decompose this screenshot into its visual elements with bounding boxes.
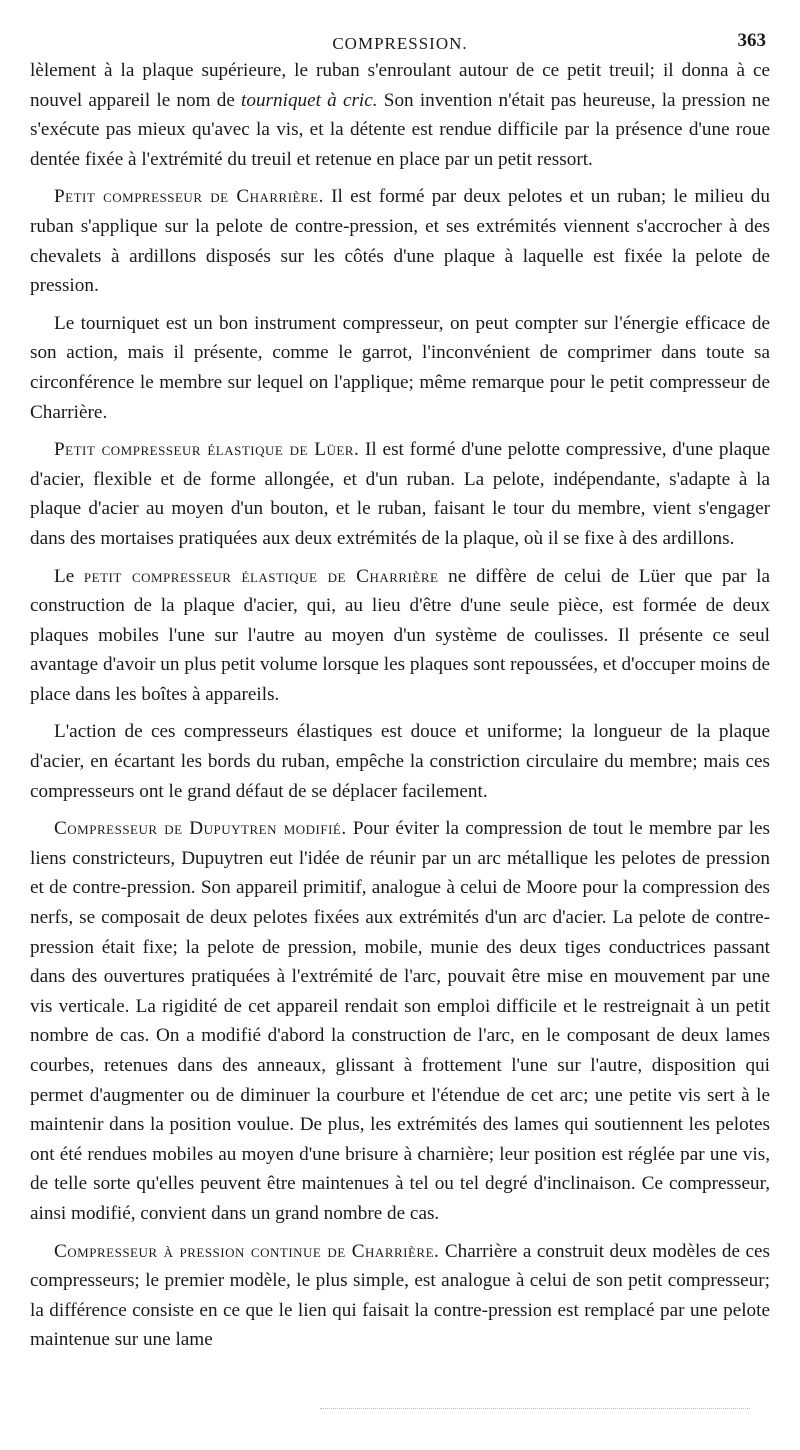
paragraph-text: Il est formé d'une pelotte compressive, d'une plaque d'acier, flexible et de forme allongée, et d'un ruban. La pelote, indépendante, s'adapte à la plaque d'acier au moyen d'un bouton, et le ruban, faisant le tour du membre, vient s'engager dans des mortaises pratiquées aux deux extrémités de la plaque, où il se fixe à des ardillons. [30, 439, 770, 549]
paragraph-compresseur-dupuytren [30, 814, 770, 1228]
section-heading: Petit compresseur élastique de Lüer. [54, 439, 360, 461]
paragraph-text: Il est formé par deux pelotes et un ruban; le milieu du ruban s'applique sur la pelote de contre-pression, et ses extrémités viennent s'accrocher à des chevalets à ardillons disposés sur les côtés d'une plaque à laquelle est fixée la pelote de pression. [30, 186, 770, 297]
paragraph-tourniquet-remarks [30, 309, 770, 427]
section-heading: petit compresseur élastique de Charrière [83, 565, 439, 587]
page-body [30, 56, 770, 1355]
section-heading: Compresseur à pression continue de Charrière. [54, 1240, 440, 1262]
paragraph-petit-compresseur-charriere [30, 182, 770, 300]
section-heading: Compresseur de Dupuytren modifié. [54, 818, 347, 840]
paragraph-compresseur-lueer [30, 435, 770, 553]
italic-term: tourniquet à cric. [241, 89, 378, 111]
paragraph-compresseur-pression-continue [30, 1237, 770, 1355]
page-header [30, 22, 770, 56]
paragraph-text: Charrière a construit deux modèles de ces compresseurs; le premier modèle, le plus simple, est analogue à celui de son petit compresseur; la différence consiste en ce que le lien qui faisait la contre-pression est remplacé par une pelote maintenue sur une lame [30, 1240, 770, 1351]
section-heading: Petit compresseur de Charrière. [54, 186, 324, 208]
paragraph-tourniquet-a-cric [30, 56, 770, 174]
paragraph-text: Son invention n'était pas heureuse, la pression ne s'exécute pas mieux qu'avec la vis, et la détente est rendue difficile par la présence d'une roue dentée fixée à l'extrémité du treuil et retenue en place par un petit ressort. [30, 89, 770, 170]
paragraph-text: ne diffère de celui de Lüer que par la construction de la plaque d'acier, qui, au lieu d'être d'une seule pièce, est formée de deux plaques mobiles l'une sur l'autre au moyen d'un système de coulisses. Il présente ce seul avantage d'avoir un plus petit volume lorsque les plaques sont repoussées, et d'occuper moins de place dans les boîtes à appareils. [30, 565, 771, 705]
paragraph-text: Le tourniquet est un bon instrument compresseur, on peut compter sur l'énergie efficace de son action, mais il présente, comme le garrot, l'inconvénient de comprimer dans toute sa circonférence le membre sur lequel on l'applique; même remarque pour le petit compresseur de Charrière. [30, 312, 770, 423]
book-page [30, 22, 770, 1363]
running-title: COMPRESSION. [332, 34, 468, 53]
paragraph-text: Pour éviter la compression de tout le membre par les liens constricteurs, Dupuytren eut l'idée de réunir par un arc métallique les pelotes de pression et de contre-pression. Son appareil primitif, analogue à celui de Moore pour la compression des nerfs, se composait de deux pelotes fixées aux extrémités d'un arc d'acier. La pelote de contre-pression était fixe; la pelote de pression, mobile, munie des deux tiges conductrices passant dans des ouvertures pratiquées à l'extrémité de l'arc, pouvait être mise en mouvement par une vis verticale. La rigidité de cet appareil rendait son emploi difficile et le restreignait à un petit nombre de cas. On a modifié d'abord la construction de l'arc, en le composant de deux lames courbes, retenues dans des anneaux, glissant à frottement l'une sur l'autre, disposition qui permet d'augmenter ou de diminuer la courbure et l'étendue de cet arc; une petite vis sert à le maintenir dans la position voulue. De plus, les extrémités des lames qui soutiennent les pelotes ont été rendues mobiles au moyen d'une brisure à charnière; leur position est réglée par une vis, de telle sorte qu'elles peuvent être maintenues à tel ou tel degré d'inclinaison. Ce compresseur, ainsi modifié, convient dans un grand nombre de cas. [30, 818, 771, 1224]
paragraph-text: lèlement à la plaque supérieure, le ruban s'enroulant autour de ce petit treuil; il donna à ce nouvel appareil le nom de [30, 60, 770, 111]
paragraph-text: L'action de ces compresseurs élastiques est douce et uniforme; la longueur de la plaque d'acier, en écartant les bords du ruban, empêche la constriction circulaire du membre; mais ces compresseurs ont le grand défaut de se déplacer facilement. [30, 721, 770, 802]
footer-dotted-rule [320, 1408, 750, 1415]
paragraph-compresseur-elastique-charriere [30, 562, 770, 710]
page-number: 363 [737, 30, 766, 51]
paragraph-lead: Le [54, 565, 84, 587]
paragraph-action-compresseurs [30, 717, 770, 806]
